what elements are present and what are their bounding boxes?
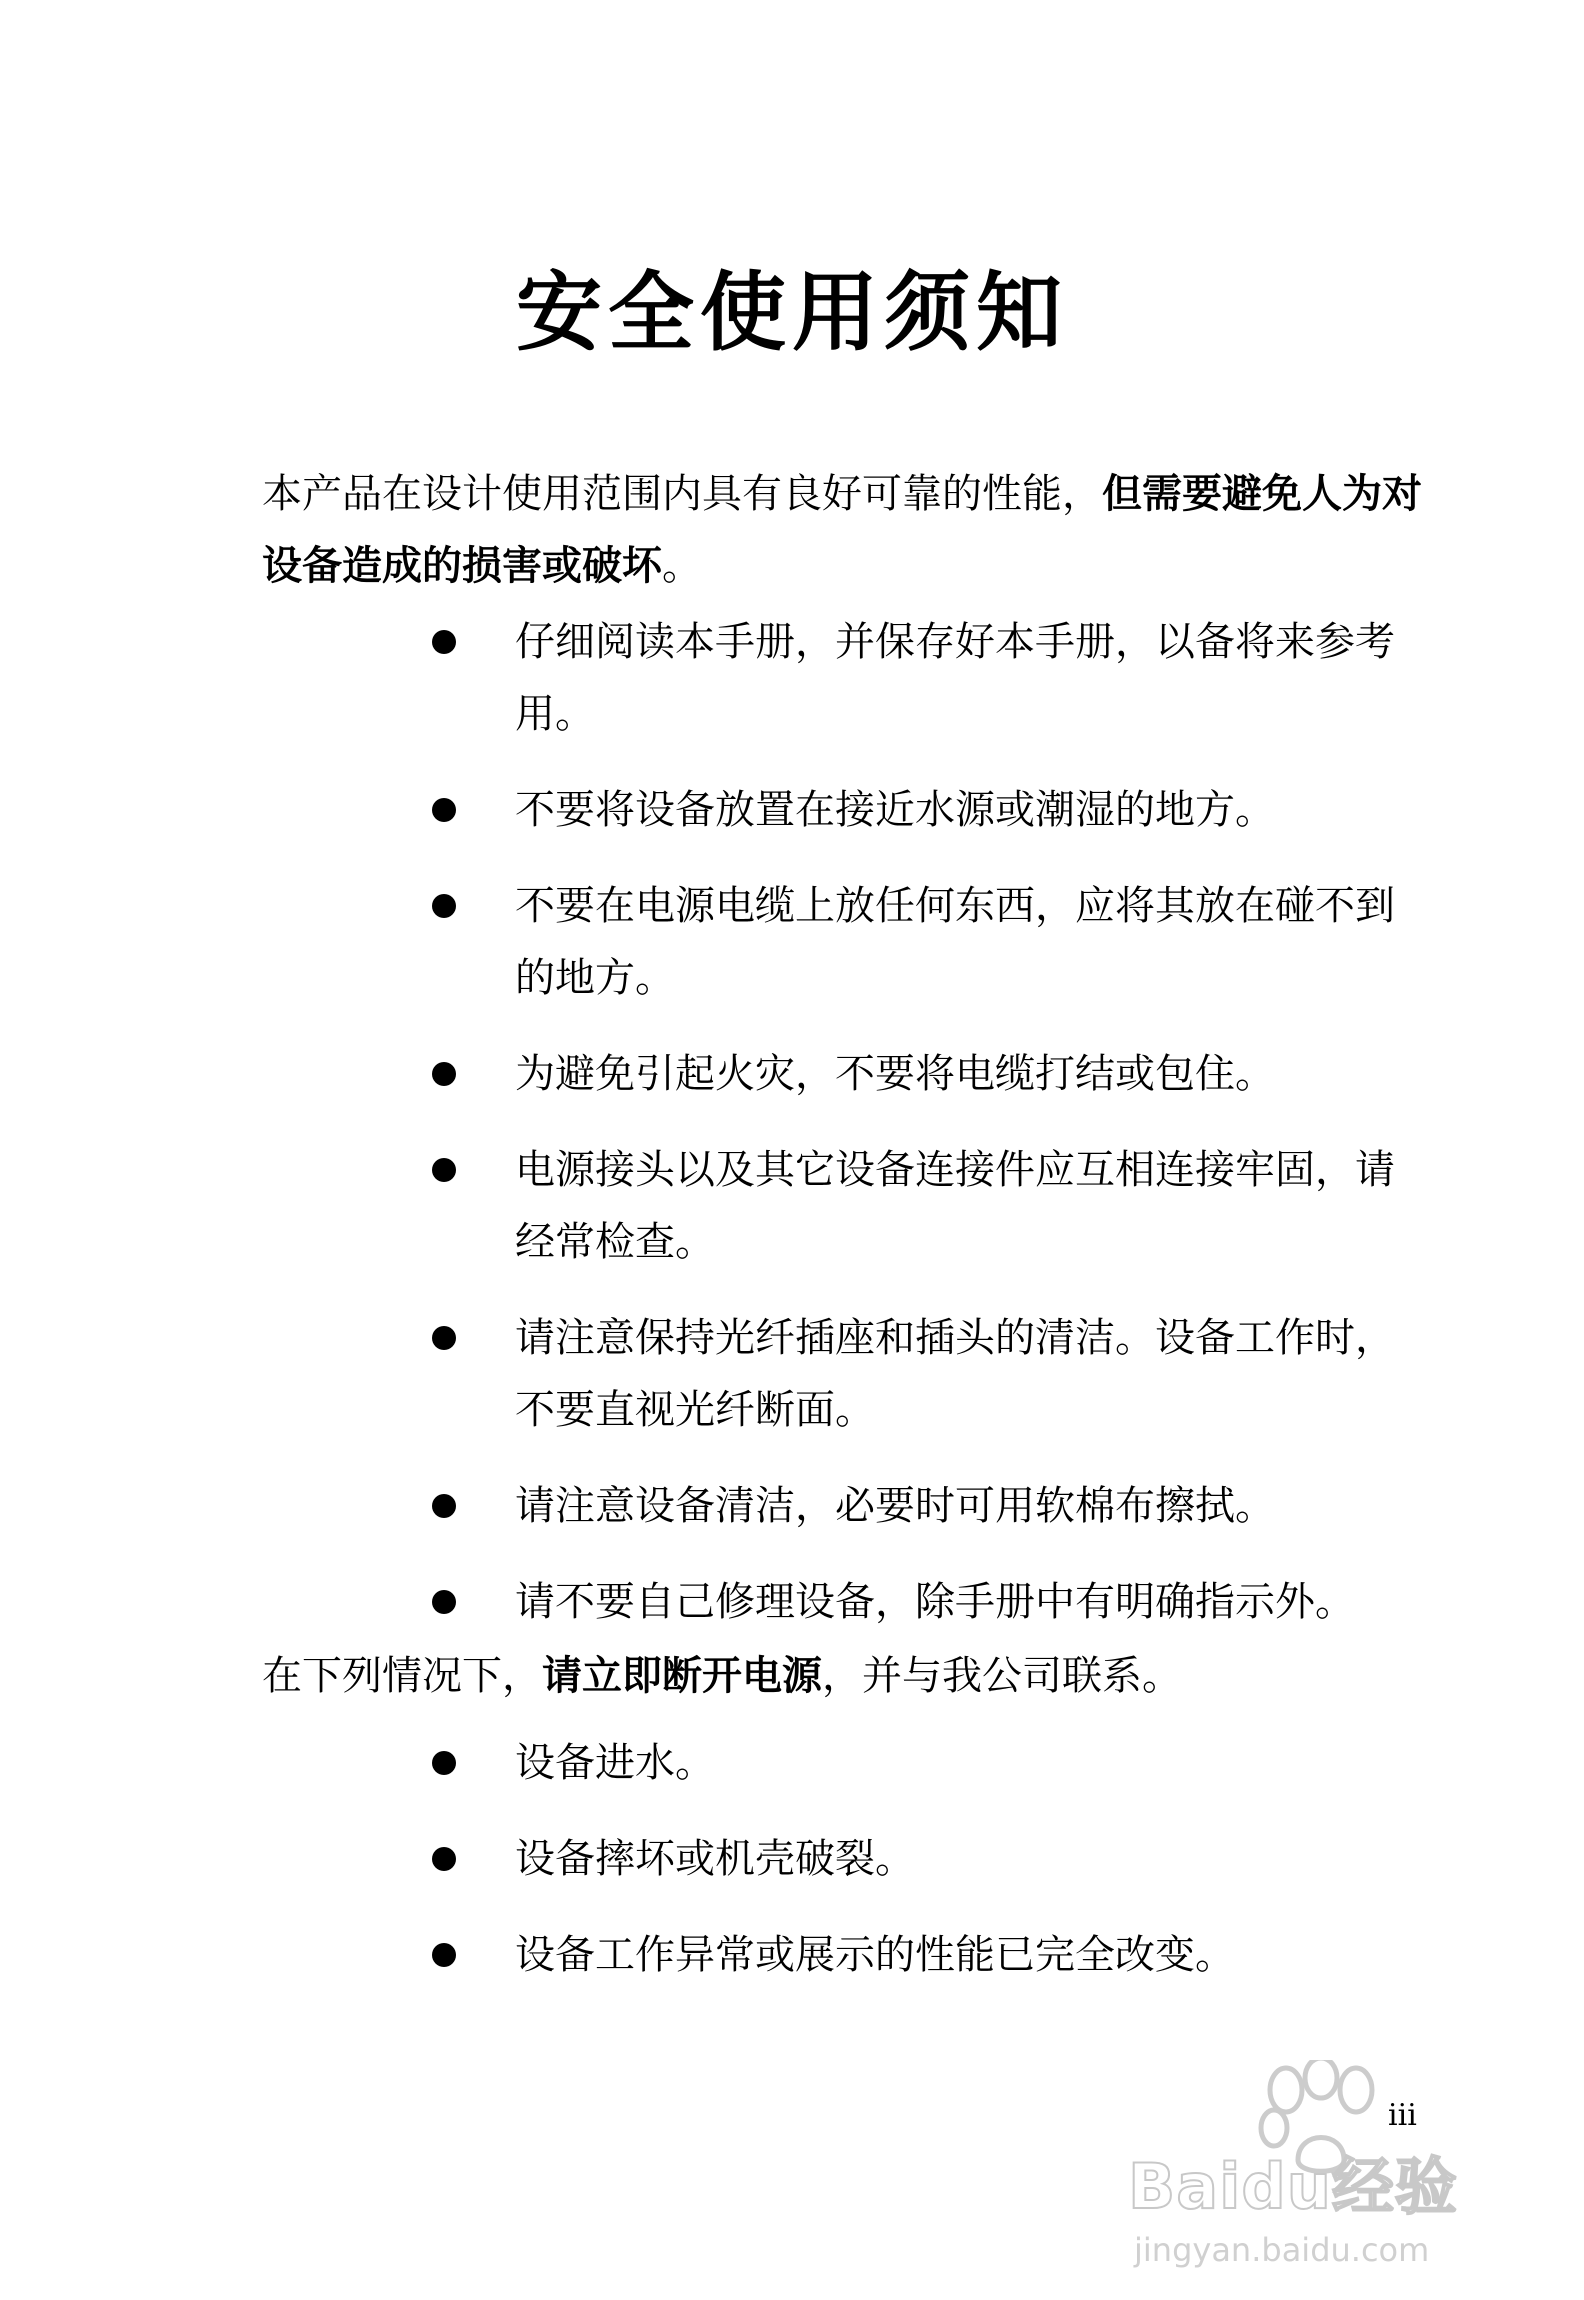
bullet-icon (432, 1326, 456, 1350)
list-item-text: 请注意保持光纤插座和插头的清洁。设备工作时，不要直视光纤断面。 (515, 1315, 1395, 1433)
condition-list (262, 1727, 1432, 2015)
list-item-text: 不要将设备放置在接近水源或潮湿的地方。 (515, 787, 1275, 833)
list-item-text: 设备工作异常或展示的性能已完全改变。 (515, 1932, 1235, 1978)
bullet-icon (432, 1494, 456, 1518)
list-item (262, 1727, 1432, 1799)
list-item-text: 为避免引起火灾，不要将电缆打结或包住。 (515, 1051, 1275, 1097)
bullet-icon (432, 630, 456, 654)
watermark-url: jingyan.baidu.com (1134, 2231, 1430, 2269)
page-number: iii (1388, 2098, 1417, 2133)
bullet-icon (432, 1847, 456, 1871)
list-item-text: 仔细阅读本手册，并保存好本手册，以备将来参考用。 (515, 619, 1395, 737)
list-item (262, 606, 1432, 750)
bullet-icon (432, 1751, 456, 1775)
followup-paragraph (262, 1640, 1432, 1712)
intro-emphasis: 但需要避免人为对设备造成的损害或破坏 (262, 471, 1422, 589)
intro-paragraph (262, 458, 1432, 602)
list-item (262, 1038, 1432, 1110)
followup-text: 在下列情况下， (262, 1653, 542, 1699)
bullet-icon (432, 1590, 456, 1614)
list-item-text: 请不要自己修理设备，除手册中有明确指示外。 (515, 1579, 1355, 1625)
precaution-list (262, 606, 1432, 1662)
bullet-icon (432, 1943, 456, 1967)
bullet-icon (432, 894, 456, 918)
page-title: 安全使用须知 (516, 263, 1068, 363)
list-item (262, 1566, 1432, 1638)
list-item-text: 设备进水。 (515, 1740, 715, 1786)
intro-text: 本产品在设计使用范围内具有良好可靠的性能， (262, 471, 1102, 517)
list-item (262, 1823, 1432, 1895)
bullet-icon (432, 1158, 456, 1182)
watermark (1128, 2060, 1508, 2280)
list-item-text: 请注意设备清洁，必要时可用软棉布擦拭。 (515, 1483, 1275, 1529)
list-item (262, 1134, 1432, 1278)
list-item-text: 电源接头以及其它设备连接件应互相连接牢固，请经常检查。 (515, 1147, 1395, 1265)
list-item (262, 1470, 1432, 1542)
list-item-text: 不要在电源电缆上放任何东西，应将其放在碰不到的地方。 (515, 883, 1395, 1001)
list-item-text: 设备摔坏或机壳破裂。 (515, 1836, 915, 1882)
paw-icon (1246, 2060, 1396, 2180)
list-item (262, 870, 1432, 1014)
list-item (262, 774, 1432, 846)
bullet-icon (432, 1062, 456, 1086)
bullet-icon (432, 798, 456, 822)
list-item (262, 1302, 1432, 1446)
followup-emphasis: 请立即断开电源 (542, 1653, 822, 1699)
list-item (262, 1919, 1432, 1991)
followup-end: ，并与我公司联系。 (822, 1653, 1182, 1699)
intro-end: 。 (662, 543, 702, 589)
watermark-logo: Baidu经验 (1128, 2150, 1458, 2223)
